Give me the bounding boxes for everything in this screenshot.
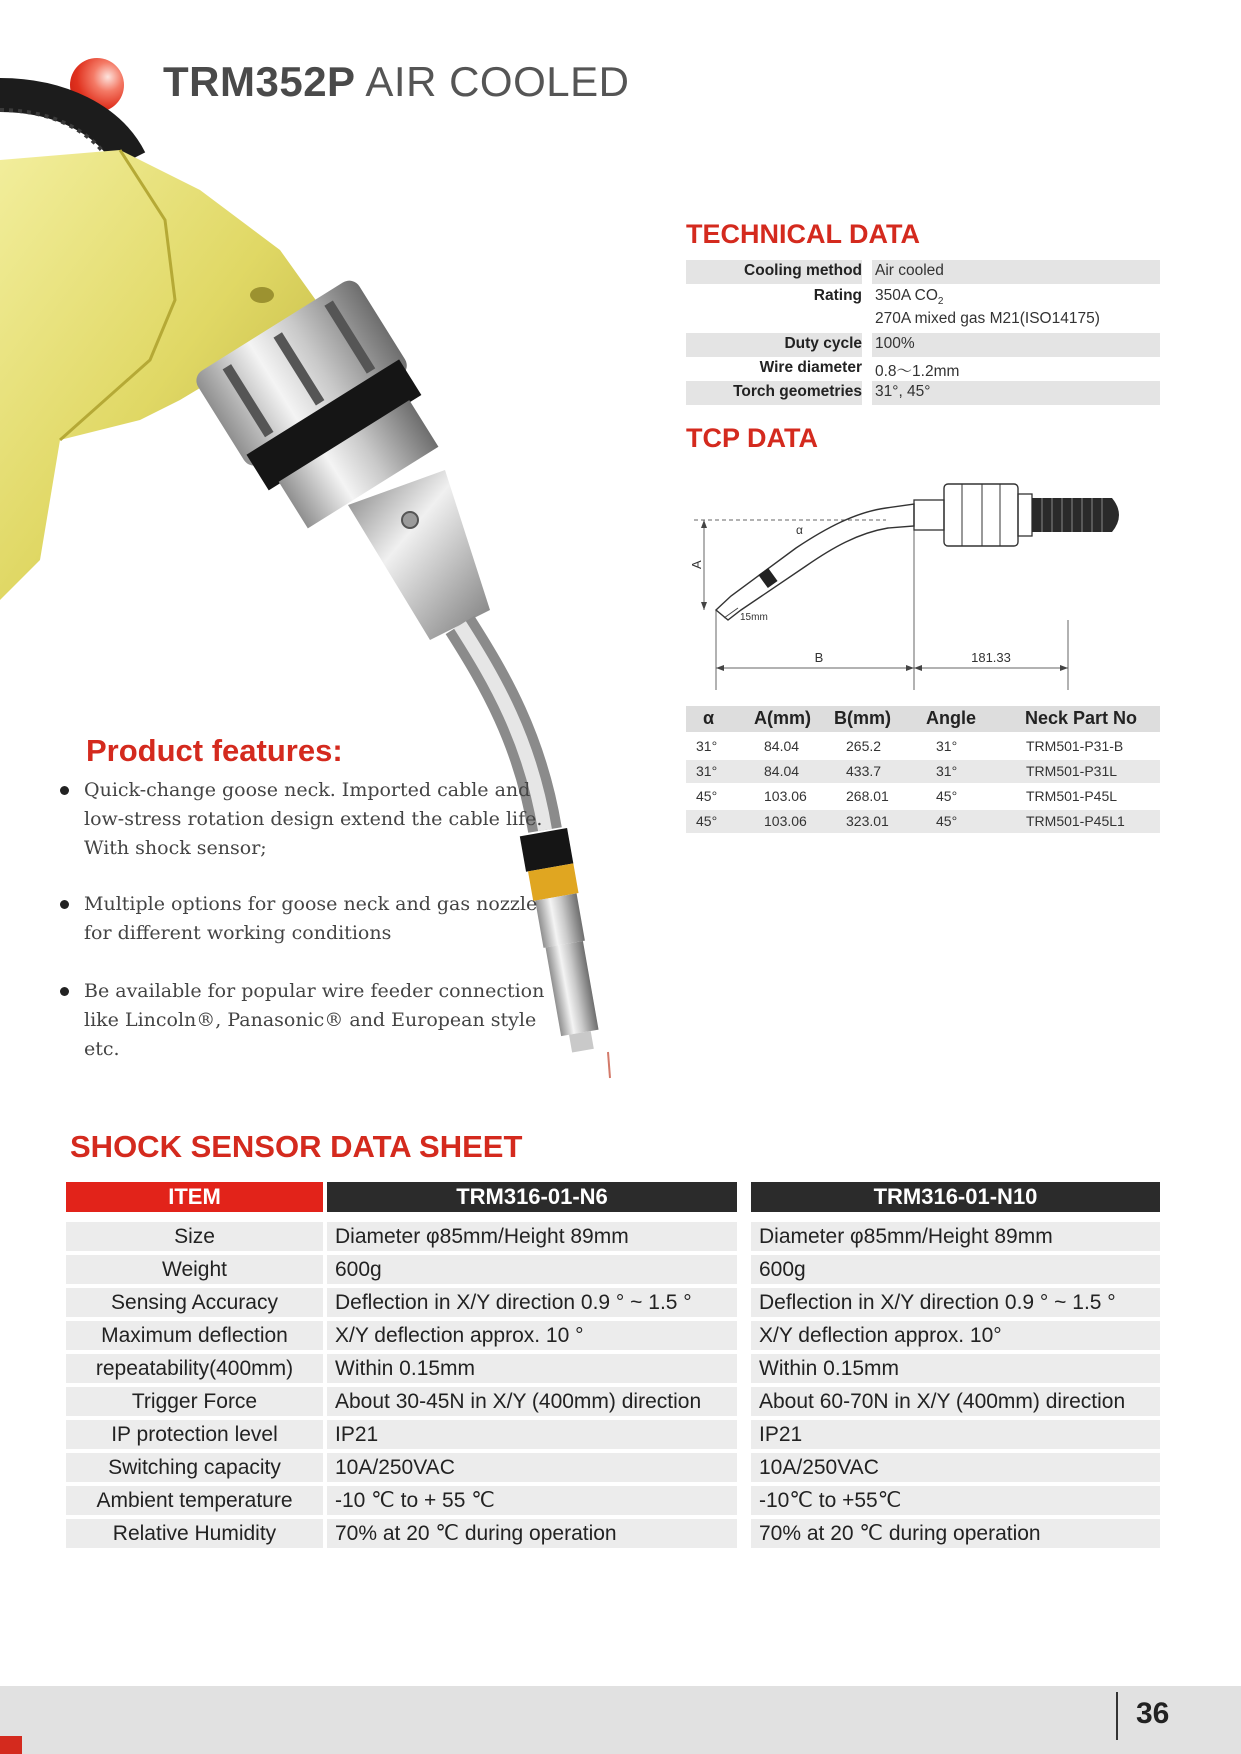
hose-cable (0, 95, 130, 160)
tcp-row (686, 810, 1160, 833)
shock-value-n6: IP21 (327, 1420, 737, 1449)
shock-value-n10: Deflection in X/Y direction 0.9 ° ~ 1.5 ° (751, 1288, 1160, 1317)
tech-value-co2: 350A CO (875, 287, 938, 304)
shock-col-n10: TRM316-01-N10 (751, 1182, 1160, 1212)
tcp-row (686, 735, 1160, 758)
shock-value-n6: 10A/250VAC (327, 1453, 737, 1482)
feature-item: Multiple options for goose neck and gas nozzle for different working conditions (84, 893, 538, 944)
shock-row (66, 1354, 1160, 1383)
feature-item: Quick-change goose neck. Imported cable and low-stress rotation design extend the cable life. With shock sensor; (84, 779, 543, 859)
feature-item: Be available for popular wire feeder connection like Lincoln®, Panasonic® and European style etc. (84, 980, 545, 1060)
label-alpha: α (796, 523, 803, 537)
label-181: 181.33 (971, 650, 1011, 665)
tcp-cell: 45° (696, 813, 718, 829)
tech-label: Wire diameter (759, 359, 862, 376)
tcp-row (686, 785, 1160, 808)
footer-accent-mark (0, 1736, 22, 1754)
tcp-diagram (686, 470, 1160, 692)
tcp-col-alpha: α (703, 708, 715, 728)
shock-row (66, 1387, 1160, 1416)
shock-row (66, 1255, 1160, 1284)
tcp-cell: 45° (936, 813, 958, 829)
shock-row (66, 1519, 1160, 1548)
tcp-cell: TRM501-P31L (1026, 763, 1118, 779)
shock-value-n6: Diameter φ85mm/Height 89mm (327, 1222, 737, 1251)
title-suffix: AIR COOLED (355, 58, 630, 105)
shock-row (66, 1453, 1160, 1482)
tcp-col-b: B(mm) (834, 708, 891, 728)
label-15mm: 15mm (740, 612, 768, 623)
tcp-col-part: Neck Part No (1025, 708, 1138, 728)
shock-item-label: Size (66, 1222, 323, 1251)
tcp-cell: 31° (936, 738, 958, 754)
shock-item-label: Ambient temperature (66, 1486, 323, 1515)
shock-item-label: Weight (66, 1255, 323, 1284)
tcp-cell: 31° (936, 763, 958, 779)
tcp-cell: TRM501-P45L (1026, 788, 1118, 804)
tcp-cell: 265.2 (846, 738, 882, 754)
shock-value-n6: -10 ℃ to + 55 ℃ (327, 1486, 737, 1515)
tech-label: Torch geometries (733, 383, 862, 400)
shock-item-label: repeatability(400mm) (66, 1354, 323, 1383)
page-number: 36 (1136, 1697, 1170, 1730)
shock-value-n6: 70% at 20 ℃ during operation (327, 1519, 737, 1548)
shock-col-item: ITEM (66, 1182, 323, 1212)
shock-row (66, 1288, 1160, 1317)
tcp-col-a: A(mm) (754, 708, 811, 728)
footer-divider (1116, 1692, 1118, 1740)
tcp-col-angle: Angle (926, 708, 977, 728)
page-footer (0, 1686, 1241, 1754)
shock-row (66, 1222, 1160, 1251)
shock-value-n6: 600g (327, 1255, 737, 1284)
shock-col-n6: TRM316-01-N6 (327, 1182, 737, 1212)
tech-label: Rating (813, 287, 862, 304)
tcp-cell: 31° (696, 738, 718, 754)
torch-outline (716, 504, 914, 620)
tcp-cell: 433.7 (846, 763, 882, 779)
shock-value-n6: Deflection in X/Y direction 0.9 ° ~ 1.5 ° (327, 1288, 737, 1317)
shock-value-n10: Diameter φ85mm/Height 89mm (751, 1222, 1160, 1251)
shock-item-label: IP protection level (66, 1420, 323, 1449)
shock-value-n10: 70% at 20 ℃ during operation (751, 1519, 1160, 1548)
tech-value-subscript: 2 (937, 296, 944, 308)
technical-data-heading: TECHNICAL DATA (686, 219, 920, 249)
label-a: A (689, 560, 704, 569)
shock-value-n10: X/Y deflection approx. 10° (751, 1321, 1160, 1350)
tcp-cell: 323.01 (846, 813, 889, 829)
tcp-cell: 45° (696, 788, 718, 804)
shock-value-n10: About 60-70N in X/Y (400mm) direction (751, 1387, 1160, 1416)
tcp-cell: TRM501-P45L1 (1026, 813, 1125, 829)
shock-sensor-heading: SHOCK SENSOR DATA SHEET (70, 1129, 523, 1164)
tcp-row (686, 760, 1160, 783)
bullet-icon (60, 786, 69, 795)
tcp-cell: 31° (696, 763, 718, 779)
tech-value: 100% (875, 335, 915, 352)
tcp-data-heading: TCP DATA (686, 423, 818, 453)
tcp-table-header (686, 706, 1160, 732)
shock-row (66, 1486, 1160, 1515)
shock-item-label: Maximum deflection (66, 1321, 323, 1350)
shock-item-label: Trigger Force (66, 1387, 323, 1416)
tech-value: 0.8～1.2mm (875, 363, 960, 380)
shock-item-label: Relative Humidity (66, 1519, 323, 1548)
tcp-cell: 84.04 (764, 738, 800, 754)
shock-value-n10: 10A/250VAC (751, 1453, 1160, 1482)
shock-item-label: Switching capacity (66, 1453, 323, 1482)
shock-value-n6: Within 0.15mm (327, 1354, 737, 1383)
shock-value-n10: -10℃ to +55℃ (751, 1486, 1160, 1515)
tcp-cell: 268.01 (846, 788, 889, 804)
tcp-cell: TRM501-P31-B (1026, 738, 1124, 754)
title-model: TRM352P (163, 58, 356, 105)
tcp-cell: 103.06 (764, 813, 807, 829)
shock-value-n10: Within 0.15mm (751, 1354, 1160, 1383)
tech-label: Cooling method (744, 262, 862, 279)
tech-value: Air cooled (875, 262, 944, 279)
shock-row (66, 1420, 1160, 1449)
tech-value: 31°, 45° (875, 383, 931, 400)
bullet-icon (60, 900, 69, 909)
torch-body (348, 470, 490, 640)
features-heading: Product features: (86, 733, 343, 768)
tcp-cell: 84.04 (764, 763, 800, 779)
tcp-cell: 103.06 (764, 788, 807, 804)
shock-row (66, 1321, 1160, 1350)
tech-value (875, 287, 1160, 307)
connector-outline (944, 484, 1018, 546)
label-b: B (814, 650, 824, 665)
tcp-cell: 45° (936, 788, 958, 804)
bullet-icon (60, 987, 69, 996)
shock-value-n10: 600g (751, 1255, 1160, 1284)
shock-value-n6: X/Y deflection approx. 10 ° (327, 1321, 737, 1350)
tech-label: Duty cycle (784, 335, 862, 352)
shock-value-n10: IP21 (751, 1420, 1160, 1449)
shock-item-label: Sensing Accuracy (66, 1288, 323, 1317)
shock-value-n6: About 30-45N in X/Y (400mm) direction (327, 1387, 737, 1416)
tech-value: 270A mixed gas M21(ISO14175) (875, 310, 1100, 327)
